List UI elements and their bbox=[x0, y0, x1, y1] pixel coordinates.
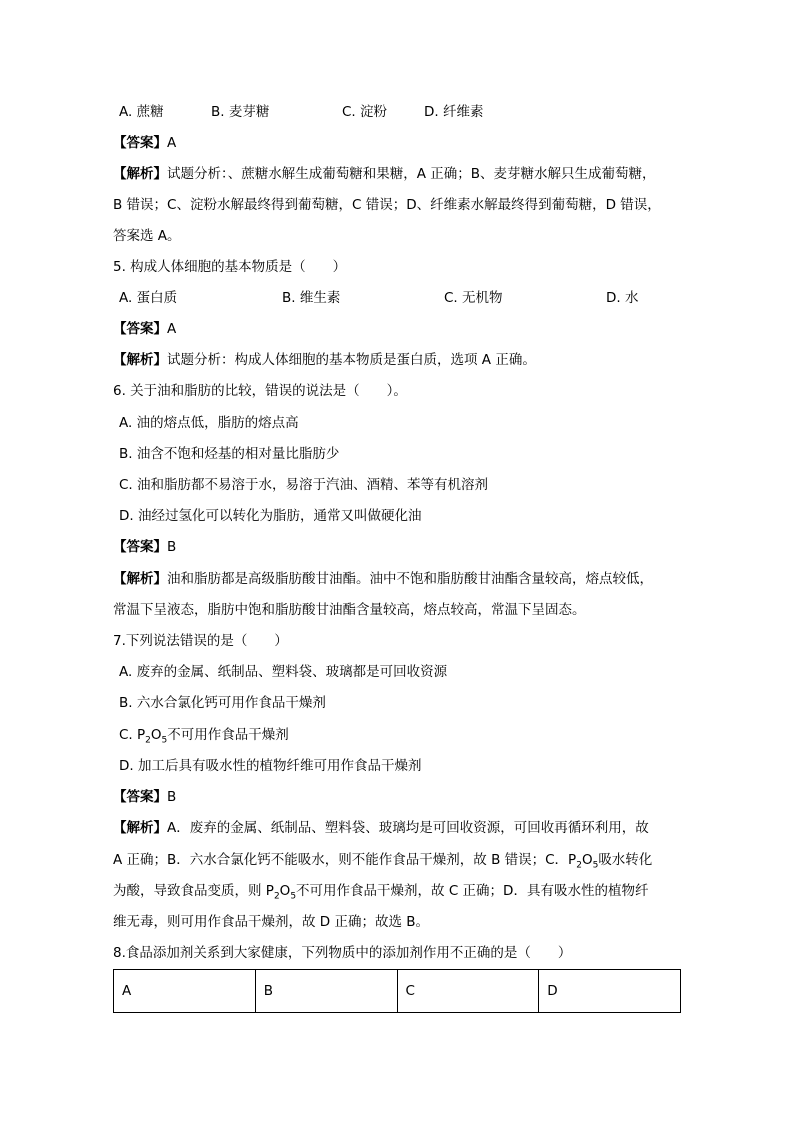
q6-answer bbox=[113, 537, 176, 557]
q7-analysis-line-3 bbox=[113, 881, 648, 901]
analysis-tag: 【解析】 bbox=[113, 820, 167, 836]
q4-analysis-line-2: B 错误；C、淀粉水解最终得到葡萄糖，C 错误；D、纤维素水解最终得到葡萄糖，D 错误， bbox=[113, 197, 661, 213]
formula-text: O bbox=[581, 852, 593, 868]
subscript: 5 bbox=[161, 735, 168, 746]
analysis-text: 吸水转化 bbox=[598, 852, 653, 868]
answer-value: A bbox=[167, 321, 177, 337]
subscript: 5 bbox=[290, 891, 297, 902]
answer-tag: 【答案】 bbox=[113, 321, 167, 337]
q6-option-a: A. 油的熔点低，脂肪的熔点高 bbox=[119, 415, 299, 431]
analysis-text: A 正确；B．六水合氯化钙不能吸水，则不能作食品干燥剂，故 B 错误；C．P bbox=[113, 852, 577, 868]
answer-value: B bbox=[167, 539, 177, 555]
q6-option-b: B. 油含不饱和烃基的相对量比脂肪少 bbox=[119, 446, 340, 462]
formula-text: O bbox=[150, 727, 162, 743]
q7-analysis-line-4: 维无毒，则可用作食品干燥剂，故 D 正确；故选 B。 bbox=[113, 914, 430, 930]
q5-stem: 5. 构成人体细胞的基本物质是（ ） bbox=[113, 259, 347, 275]
q4-option-b: B. 麦芽糖 bbox=[211, 104, 270, 120]
analysis-text: A．废弃的金属、纸制品、塑料袋、玻璃均是可回收资源，可回收再循环利用，故 bbox=[167, 820, 649, 836]
analysis-text: 试题分析：构成人体细胞的基本物质是蛋白质，选项 A 正确。 bbox=[167, 352, 536, 368]
q8-stem: 8.食品添加剂关系到大家健康，下列物质中的添加剂作用不正确的是（ ） bbox=[113, 945, 572, 961]
q7-option-c bbox=[119, 725, 289, 745]
subscript: 2 bbox=[145, 735, 151, 746]
q8-options-table bbox=[113, 969, 681, 1013]
q4-option-c: C. 淀粉 bbox=[342, 104, 388, 120]
q5-option-a: A. 蛋白质 bbox=[119, 290, 178, 306]
table-header-d: D bbox=[539, 970, 681, 1013]
q7-analysis-line-2 bbox=[113, 850, 652, 870]
q4-analysis-line-3: 答案选 A。 bbox=[113, 228, 181, 244]
q5-option-b: B. 维生素 bbox=[282, 290, 341, 306]
q7-option-b: B. 六水合氯化钙可用作食品干燥剂 bbox=[119, 695, 326, 711]
answer-tag: 【答案】 bbox=[113, 135, 167, 151]
q7-option-d: D. 加工后具有吸水性的植物纤维可用作食品干燥剂 bbox=[119, 758, 422, 774]
q6-option-c: C. 油和脂肪都不易溶于水，易溶于汽油、酒精、苯等有机溶剂 bbox=[119, 477, 489, 493]
q7-option-a: A. 废弃的金属、纸制品、塑料袋、玻璃都是可回收资源 bbox=[119, 664, 448, 680]
q5-analysis-line-1 bbox=[113, 350, 536, 370]
formula-text: O bbox=[279, 883, 291, 899]
table-header-a: A bbox=[114, 970, 256, 1013]
analysis-tag: 【解析】 bbox=[113, 571, 167, 587]
q4-option-a: A. 蔗糖 bbox=[119, 104, 164, 120]
formula-text: C. P bbox=[119, 727, 146, 743]
answer-tag: 【答案】 bbox=[113, 789, 167, 805]
q7-stem: 7.下列说法错误的是（ ） bbox=[113, 633, 288, 649]
q4-option-d: D. 纤维素 bbox=[424, 104, 484, 120]
q7-answer bbox=[113, 787, 176, 807]
q4-answer bbox=[113, 133, 176, 153]
analysis-text: 油和脂肪都是高级脂肪酸甘油酯。油中不饱和脂肪酸甘油酯含量较高，熔点较低， bbox=[167, 571, 653, 587]
q5-option-c: C. 无机物 bbox=[444, 290, 503, 306]
analysis-tag: 【解析】 bbox=[113, 166, 167, 182]
table-header-c: C bbox=[397, 970, 539, 1013]
answer-tag: 【答案】 bbox=[113, 539, 167, 555]
table-row bbox=[114, 970, 681, 1013]
q5-option-d: D. 水 bbox=[606, 290, 639, 306]
q6-analysis-line-2: 常温下呈液态，脂肪中饱和脂肪酸甘油酯含量较高，熔点较高，常温下呈固态。 bbox=[113, 602, 586, 618]
analysis-text: 不可用作食品干燥剂，故 C 正确；D．具有吸水性的植物纤 bbox=[296, 883, 649, 899]
analysis-text: 为酸，导致食品变质，则 P bbox=[113, 883, 274, 899]
subscript: 2 bbox=[576, 860, 582, 871]
q5-answer bbox=[113, 319, 176, 339]
option-text: 不可用作食品干燥剂 bbox=[167, 727, 289, 743]
q7-analysis-line-1 bbox=[113, 818, 649, 838]
analysis-tag: 【解析】 bbox=[113, 352, 167, 368]
q6-analysis-line-1 bbox=[113, 569, 653, 589]
answer-value: A bbox=[167, 135, 177, 151]
table-header-b: B bbox=[255, 970, 397, 1013]
subscript: 5 bbox=[592, 860, 599, 871]
q4-analysis-line-1 bbox=[113, 164, 656, 184]
answer-value: B bbox=[167, 789, 177, 805]
q6-stem: 6. 关于油和脂肪的比较，错误的说法是（ ）。 bbox=[113, 383, 407, 399]
analysis-text: 试题分析：、蔗糖水解生成葡萄糖和果糖，A 正确；B、麦芽糖水解只生成葡萄糖， bbox=[167, 166, 656, 182]
subscript: 2 bbox=[273, 891, 280, 902]
q6-option-d: D. 油经过氢化可以转化为脂肪，通常又叫做硬化油 bbox=[119, 508, 422, 524]
